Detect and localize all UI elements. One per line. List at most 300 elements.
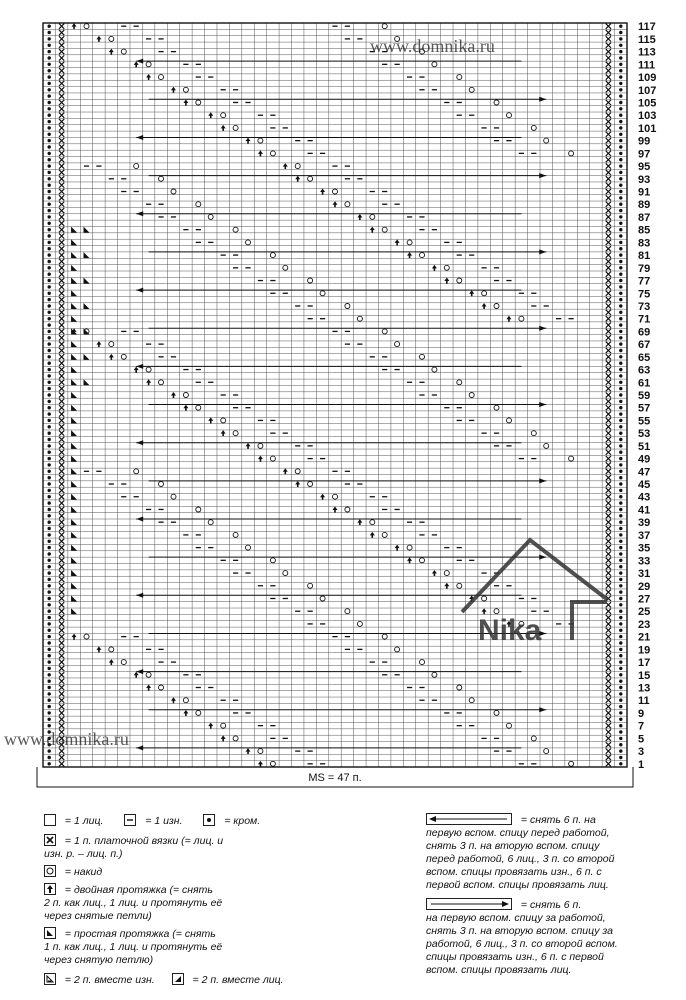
garter-stitch-mark [59,291,64,296]
garter-stitch-mark [606,354,611,359]
edge-stitch-mark [619,489,622,492]
garter-stitch-mark [59,272,64,277]
edge-stitch-mark [48,571,51,574]
edge-stitch-mark [48,292,51,295]
row-number: 109 [638,72,657,85]
legend-cable-left-d: перед работой, 6 лиц., 3 п. со второй [426,853,615,865]
row-number: 25 [638,606,651,619]
legend-purl: = 1 изн. [145,815,183,827]
double-decrease-mark [395,545,400,551]
edge-stitch-mark [619,63,622,66]
garter-stitch-mark [59,532,64,537]
edge-stitch-mark [619,597,622,600]
double-decrease-mark [407,252,412,258]
legend-cable-right-d: работой, 6 лиц., 3 п. со второй вспом. [426,938,618,950]
simple-decrease-mark [83,252,89,258]
garter-stitch-mark [59,399,64,404]
double-decrease-mark [183,99,188,105]
double-decrease-mark [146,685,151,691]
edge-stitch-mark [619,228,622,231]
garter-stitch-mark [606,233,611,238]
double-decrease-mark [109,354,114,360]
cable-right-arrowhead [539,555,546,560]
edge-stitch-mark [48,667,51,670]
edge-stitch-mark [48,546,51,549]
edge-stitch-mark [619,571,622,574]
edge-stitch-mark [619,667,622,670]
yarnover-mark [407,545,412,550]
garter-stitch-mark [606,418,611,423]
garter-stitch-mark [606,532,611,537]
double-decrease-mark [171,87,176,93]
garter-stitch-mark [59,679,64,684]
edge-stitch-mark [48,330,51,333]
edge-stitch-mark [48,451,51,454]
yarnover-mark [221,723,226,728]
edge-stitch-mark [619,699,622,702]
yarnover-mark [183,87,188,92]
edge-stitch-mark [619,247,622,250]
legend-cable-right-f: вспом. спицы провязать лиц. [426,964,572,976]
simple-decrease-mark [71,367,77,373]
double-decrease-mark [183,405,188,411]
edge-stitch-mark [619,88,622,91]
edge-stitch-mark [48,749,51,752]
simple-decrease-mark [71,392,77,398]
edge-stitch-mark [619,342,622,345]
garter-stitch-mark [606,691,611,696]
garter-stitch-mark [606,163,611,168]
row-number: 117 [638,21,656,34]
edge-stitch-mark [619,584,622,587]
row-number: 85 [638,224,651,237]
yarnover-mark [457,380,462,385]
yarnover-mark [159,75,164,80]
garter-stitch-mark [59,49,64,54]
edge-stitch-mark [48,196,51,199]
edge-stitch-mark [619,292,622,295]
legend-yarnover: = накид [64,866,103,878]
garter-stitch-mark [59,666,64,671]
double-decrease-mark [246,748,251,754]
edge-stitch-mark [48,253,51,256]
row-number: 35 [638,542,651,555]
simple-decrease-mark [71,443,77,449]
double-decrease-mark [395,239,400,245]
yarnover-mark [345,507,350,512]
double-decrease-mark [295,176,300,182]
edge-stitch-mark [619,705,622,708]
edge-stitch-mark [619,501,622,504]
yarnover-mark [159,685,164,690]
edge-stitch-mark [48,387,51,390]
edge-stitch-mark [48,164,51,167]
yarnover-mark [308,278,313,283]
garter-stitch-mark [606,183,611,188]
garter-stitch-mark [59,749,64,754]
yarnover-mark [482,596,487,601]
yarnover-mark [84,24,89,29]
yarnover-mark [320,596,325,601]
edge-stitch-mark [48,69,51,72]
simple-decrease-mark [71,354,77,360]
garter-stitch-mark [59,183,64,188]
row-number: 19 [638,644,651,657]
garter-stitch-mark [606,729,611,734]
yarnover-mark [420,253,425,258]
garter-stitch-mark [59,520,64,525]
edge-stitch-mark [619,463,622,466]
edge-stitch-mark [48,648,51,651]
edge-stitch-mark [48,393,51,396]
yarnover-mark [420,660,425,665]
edge-stitch-mark [48,101,51,104]
garter-stitch-mark [606,94,611,99]
yarnover-mark [233,227,238,232]
legend-cable-left-a: = снять 6 п. на [520,814,596,826]
edge-stitch-mark [48,260,51,263]
garter-stitch-mark [59,322,64,327]
yarnover-mark [270,761,275,766]
garter-stitch-mark [606,119,611,124]
legend-edge: = кром. [224,815,261,827]
garter-stitch-mark [59,221,64,226]
garter-stitch-mark [59,227,64,232]
row-number: 37 [638,529,651,542]
edge-stitch-mark [48,317,51,320]
yarnover-mark [382,634,387,639]
yarnover-symbol-icon [44,865,56,877]
garter-stitch-mark [59,240,64,245]
garter-stitch-mark [606,380,611,385]
row-number: 115 [638,33,656,46]
edge-stitch-mark [48,610,51,613]
edge-stitch-mark [619,419,622,422]
garter-stitch-mark [59,596,64,601]
edge-stitch-mark [619,737,622,740]
yarnover-mark [507,723,512,728]
garter-stitch-mark [606,628,611,633]
garter-stitch-mark [606,469,611,474]
edge-stitch-mark [619,50,622,53]
edge-stitch-mark [619,654,622,657]
yarnover-mark [109,647,114,652]
double-decrease-mark [208,723,213,729]
garter-stitch-mark [59,367,64,372]
edge-stitch-mark [619,215,622,218]
yarnover-mark [432,367,437,372]
garter-stitch-mark [59,316,64,321]
garter-stitch-mark [606,100,611,105]
edge-stitch-mark [48,432,51,435]
double-decrease-mark [183,710,188,716]
row-number: 97 [638,148,651,161]
edge-stitch-mark [48,82,51,85]
garter-stitch-mark [606,367,611,372]
garter-stitch-mark [59,176,64,181]
edge-stitch-mark [48,616,51,619]
garter-stitch-mark [606,590,611,595]
edge-stitch-mark [48,56,51,59]
yarnover-mark [569,456,574,461]
garter-stitch-mark [59,424,64,429]
simple-decrease-symbol-icon [44,927,56,939]
yarnover-mark [370,214,375,219]
edge-stitch-mark [48,285,51,288]
row-number: 43 [638,491,651,504]
edge-stitch-mark [619,69,622,72]
garter-stitch-mark [606,679,611,684]
double-decrease-mark [171,697,176,703]
garter-stitch-mark [59,672,64,677]
yarnover-mark [283,571,288,576]
row-number: 33 [638,555,651,568]
edge-stitch-mark [619,107,622,110]
simple-decrease-mark [71,595,77,601]
row-number: 87 [638,211,651,224]
garter-symbol-icon [44,834,56,846]
edge-stitch-mark [48,718,51,721]
edge-stitch-mark [48,215,51,218]
yarnover-mark [420,354,425,359]
garter-stitch-mark [606,704,611,709]
edge-stitch-mark [48,680,51,683]
edge-stitch-mark [48,37,51,40]
edge-stitch-mark [48,501,51,504]
garter-stitch-mark [606,316,611,321]
edge-stitch-mark [48,724,51,727]
garter-stitch-mark [59,469,64,474]
edge-stitch-mark [48,660,51,663]
garter-stitch-mark [606,685,611,690]
double-decrease-mark [134,672,139,678]
edge-stitch-mark [619,540,622,543]
edge-stitch-mark [48,705,51,708]
edge-stitch-mark [619,610,622,613]
garter-stitch-mark [606,55,611,60]
garter-stitch-mark [59,647,64,652]
garter-stitch-mark [59,208,64,213]
garter-stitch-mark [606,278,611,283]
yarnover-mark [457,75,462,80]
double-decrease-mark [134,367,139,373]
edge-stitch-mark [48,756,51,759]
edge-stitch-mark [619,317,622,320]
edge-stitch-mark [619,508,622,511]
garter-stitch-mark [606,558,611,563]
simple-decrease-mark [71,519,77,525]
edge-stitch-mark [619,323,622,326]
legend-cable-left-e: вспом. спицы провязать изн., 6 п. с [426,866,602,878]
garter-stitch-mark [59,43,64,48]
purl-2tog-symbol-icon [44,973,56,985]
garter-stitch-mark [59,583,64,588]
edge-stitch-mark [48,88,51,91]
row-number: 51 [638,440,651,453]
yarnover-mark [382,227,387,232]
edge-stitch-mark [48,114,51,117]
edge-stitch-mark [48,673,51,676]
edge-stitch-mark [48,222,51,225]
edge-stitch-mark [48,463,51,466]
edge-stitch-mark [48,145,51,148]
edge-stitch-mark [48,514,51,517]
double-decrease-mark [407,557,412,563]
yarnover-mark [146,62,151,67]
edge-stitch-mark [48,44,51,47]
legend-cable-right-b: на первую вспом. спицу за работой, [426,912,606,924]
yarnover-mark [432,672,437,677]
edge-stitch-mark [48,298,51,301]
double-decrease-mark [357,519,362,525]
garter-stitch-mark [606,583,611,588]
garter-stitch-mark [59,253,64,258]
garter-stitch-mark [59,62,64,67]
edge-stitch-mark [619,641,622,644]
yarnover-mark [233,431,238,436]
yarnover-mark [308,176,313,181]
garter-stitch-mark [606,132,611,137]
garter-stitch-mark [59,119,64,124]
garter-stitch-mark [606,520,611,525]
edge-stitch-mark [619,311,622,314]
row-number: 23 [638,618,651,631]
garter-stitch-mark [59,265,64,270]
simple-decrease-mark [71,303,77,309]
garter-stitch-mark [59,475,64,480]
garter-stitch-mark [606,450,611,455]
yarnover-mark [469,393,474,398]
edge-stitch-mark [48,323,51,326]
cable-left-arrowhead [136,135,143,140]
yarnover-mark [196,405,201,410]
simple-decrease-mark [71,405,77,411]
edge-stitch-mark [619,298,622,301]
edge-stitch-mark [619,171,622,174]
edge-stitch-mark [48,374,51,377]
simple-decrease-mark [71,481,77,487]
garter-stitch-mark [59,170,64,175]
garter-stitch-mark [59,501,64,506]
garter-stitch-mark [59,335,64,340]
garter-stitch-mark [59,297,64,302]
double-decrease-mark [246,138,251,144]
edge-stitch-mark [48,457,51,460]
edge-stitch-mark [48,184,51,187]
yarnover-mark [109,342,114,347]
edge-stitch-mark [48,578,51,581]
edge-stitch-mark [619,629,622,632]
yarnover-mark [233,532,238,537]
edge-stitch-mark [48,50,51,53]
row-number: 47 [638,466,651,479]
edge-stitch-mark [619,362,622,365]
garter-stitch-mark [606,342,611,347]
yarnover-mark [333,494,338,499]
garter-stitch-mark [59,354,64,359]
edge-stitch-mark [619,406,622,409]
garter-stitch-mark [59,87,64,92]
garter-stitch-mark [59,761,64,766]
garter-stitch-mark [606,138,611,143]
garter-stitch-mark [606,265,611,270]
edge-stitch-mark [48,412,51,415]
garter-stitch-mark [59,755,64,760]
garter-stitch-mark [606,431,611,436]
simple-decrease-mark [71,468,77,474]
garter-stitch-mark [59,513,64,518]
yarnover-mark [569,151,574,156]
double-decrease-mark [109,659,114,665]
yarnover-mark [482,291,487,296]
row-number: 101 [638,122,657,135]
row-number: 29 [638,580,651,593]
edge-stitch-mark [619,412,622,415]
edge-stitch-mark [619,184,622,187]
garter-stitch-mark [606,24,611,29]
double-decrease-mark [482,303,487,309]
garter-stitch-mark [59,144,64,149]
edge-stitch-mark [48,406,51,409]
garter-stitch-mark [606,564,611,569]
edge-stitch-mark [48,139,51,142]
yarnover-mark [283,265,288,270]
garter-stitch-mark [606,742,611,747]
simple-decrease-mark [71,608,77,614]
edge-stitch-mark [619,457,622,460]
row-number: 89 [638,199,651,212]
edge-stitch-mark [619,673,622,676]
garter-stitch-mark [606,723,611,728]
garter-stitch-mark [59,100,64,105]
legend-double-dec-c: через снятые петли) [44,910,152,922]
garter-stitch-mark [59,380,64,385]
edge-stitch-mark [48,495,51,498]
garter-stitch-mark [606,284,611,289]
edge-stitch-mark [619,381,622,384]
edge-stitch-mark [48,686,51,689]
simple-decrease-mark [71,252,77,258]
double-decrease-mark [357,214,362,220]
edge-stitch-mark [48,508,51,511]
edge-stitch-mark [619,552,622,555]
yarnover-mark [494,304,499,309]
garter-stitch-mark [59,437,64,442]
edge-stitch-mark [48,342,51,345]
double-decrease-mark [370,227,375,233]
edge-stitch-mark [619,514,622,517]
knit-2tog-symbol-icon [172,973,184,985]
edge-stitch-mark [619,749,622,752]
garter-stitch-mark [606,539,611,544]
garter-stitch-mark [606,647,611,652]
yarnover-mark [457,685,462,690]
simple-decrease-mark [71,239,77,245]
garter-stitch-mark [606,659,611,664]
yarnover-mark [370,520,375,525]
garter-stitch-mark [606,761,611,766]
double-decrease-mark [96,646,101,652]
edge-stitch-mark [48,203,51,206]
garter-stitch-mark [606,125,611,130]
garter-stitch-mark [606,310,611,315]
edge-stitch-mark [48,711,51,714]
legend-knit: = 1 лиц. [64,815,104,827]
legend-cable-left-c: снять 3 п. на вторую вспом. спицу [426,840,600,852]
simple-decrease-mark [71,557,77,563]
garter-stitch-mark [606,672,611,677]
garter-stitch-mark [606,698,611,703]
